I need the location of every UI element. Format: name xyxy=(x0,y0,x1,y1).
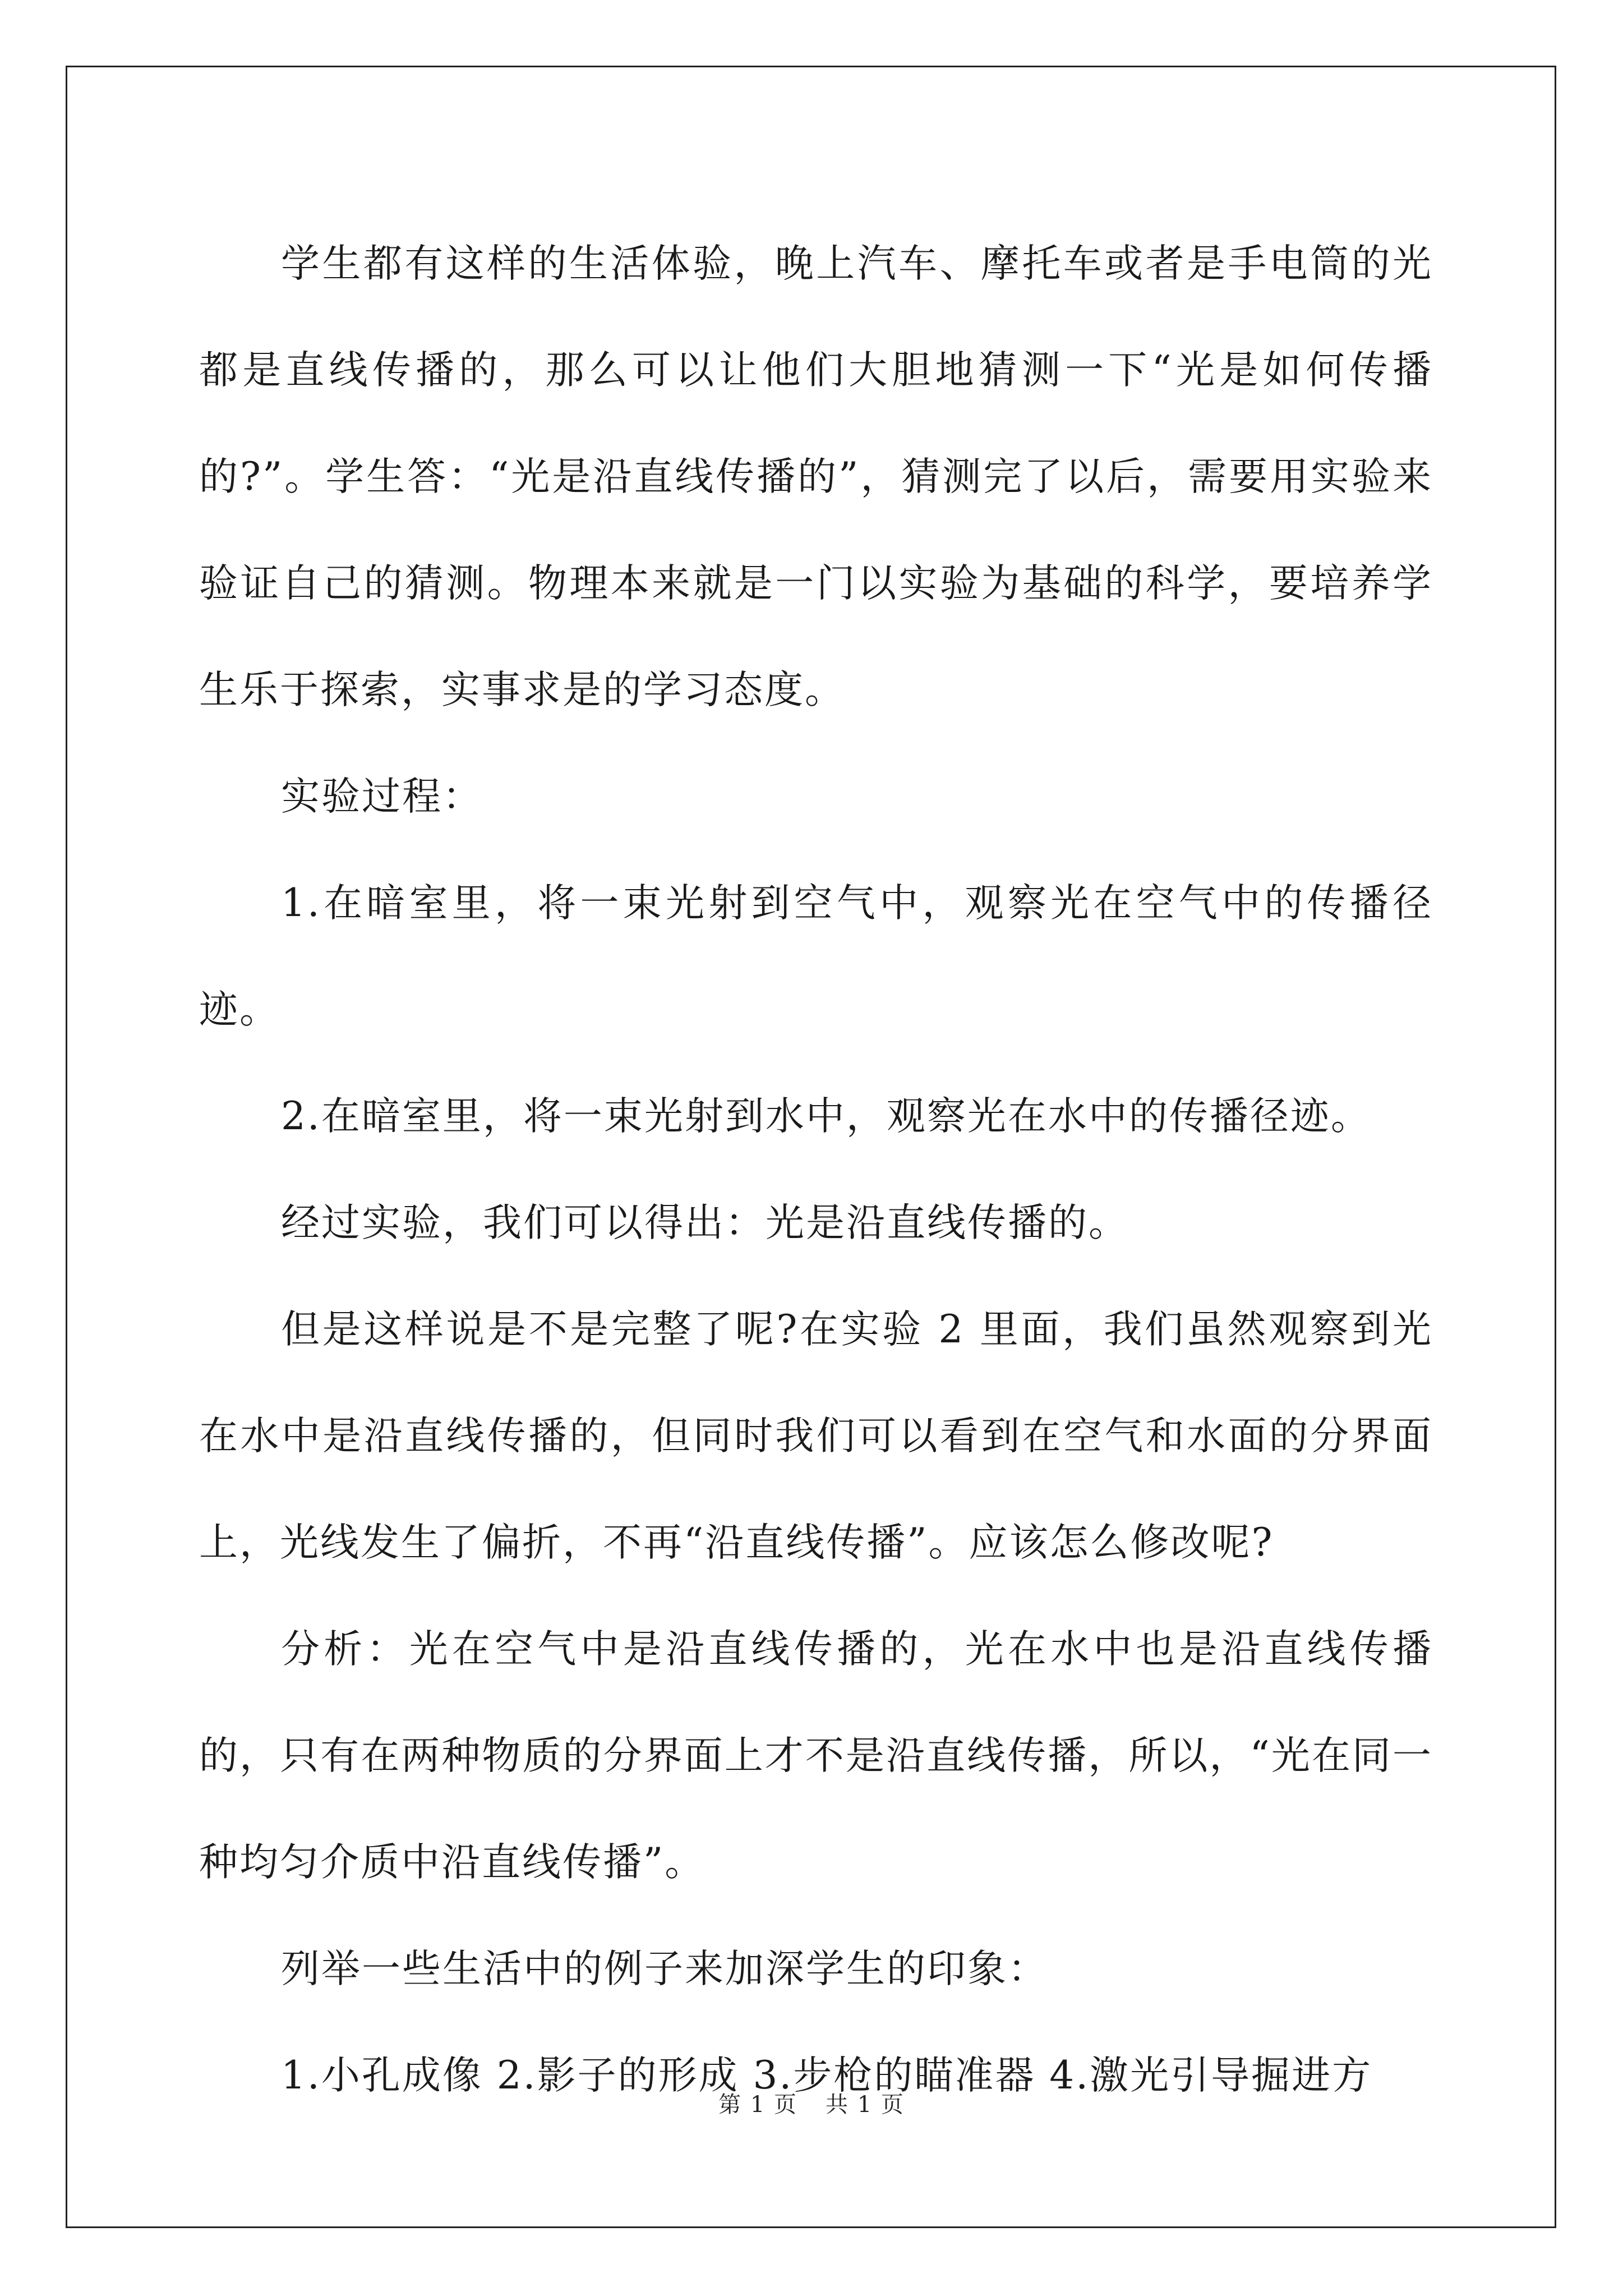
paragraph-examples-list: 1.小孔成像 2.影子的形成 3.步枪的瞄准器 4.激光引导掘进方 xyxy=(281,2053,1373,2098)
paragraph-conclusion: 经过实验，我们可以得出：光是沿直线传播的。 xyxy=(281,1200,1129,1245)
document-body xyxy=(199,210,1433,2129)
paragraph-step-2: 2.在暗室里，将一束光射到水中，观察光在水中的传播径迹。 xyxy=(281,1094,1371,1139)
paragraph-question: 但是这样说是不是完整了呢?在实验 2 里面，我们虽然观察到光在水中是沿直线传播的，但同时我们可以看到在空气和水面的分界面上，光线发生了偏折，不再“沿直线传播”。应该怎么修改呢? xyxy=(199,1307,1433,1565)
paragraph-experiment-heading: 实验过程： xyxy=(281,774,483,819)
page-number-current: 第 1 页 xyxy=(718,2092,797,2118)
paragraph-step-1: 1.在暗室里，将一束光射到空气中，观察光在空气中的传播径迹。 xyxy=(199,881,1433,1032)
page-footer xyxy=(0,2087,1623,2119)
paragraph-examples-heading: 列举一些生活中的例子来加深学生的印象： xyxy=(281,1947,1048,1991)
paragraph-intro: 学生都有这样的生活体验，晚上汽车、摩托车或者是手电筒的光都是直线传播的，那么可以让他们大胆地猜测一下“光是如何传播的?”。学生答：“光是沿直线传播的”，猜测完了以后，需要用实验来验证自己的猜测。物理本来就是一门以实验为基础的科学，要培养学生乐于探索，实事求是的学习态度。 xyxy=(199,241,1433,712)
page-number-total: 共 1 页 xyxy=(826,2092,905,2118)
paragraph-analysis: 分析：光在空气中是沿直线传播的，光在水中也是沿直线传播的，只有在两种物质的分界面上才不是沿直线传播，所以，“光在同一种均匀介质中沿直线传播”。 xyxy=(199,1627,1433,1885)
